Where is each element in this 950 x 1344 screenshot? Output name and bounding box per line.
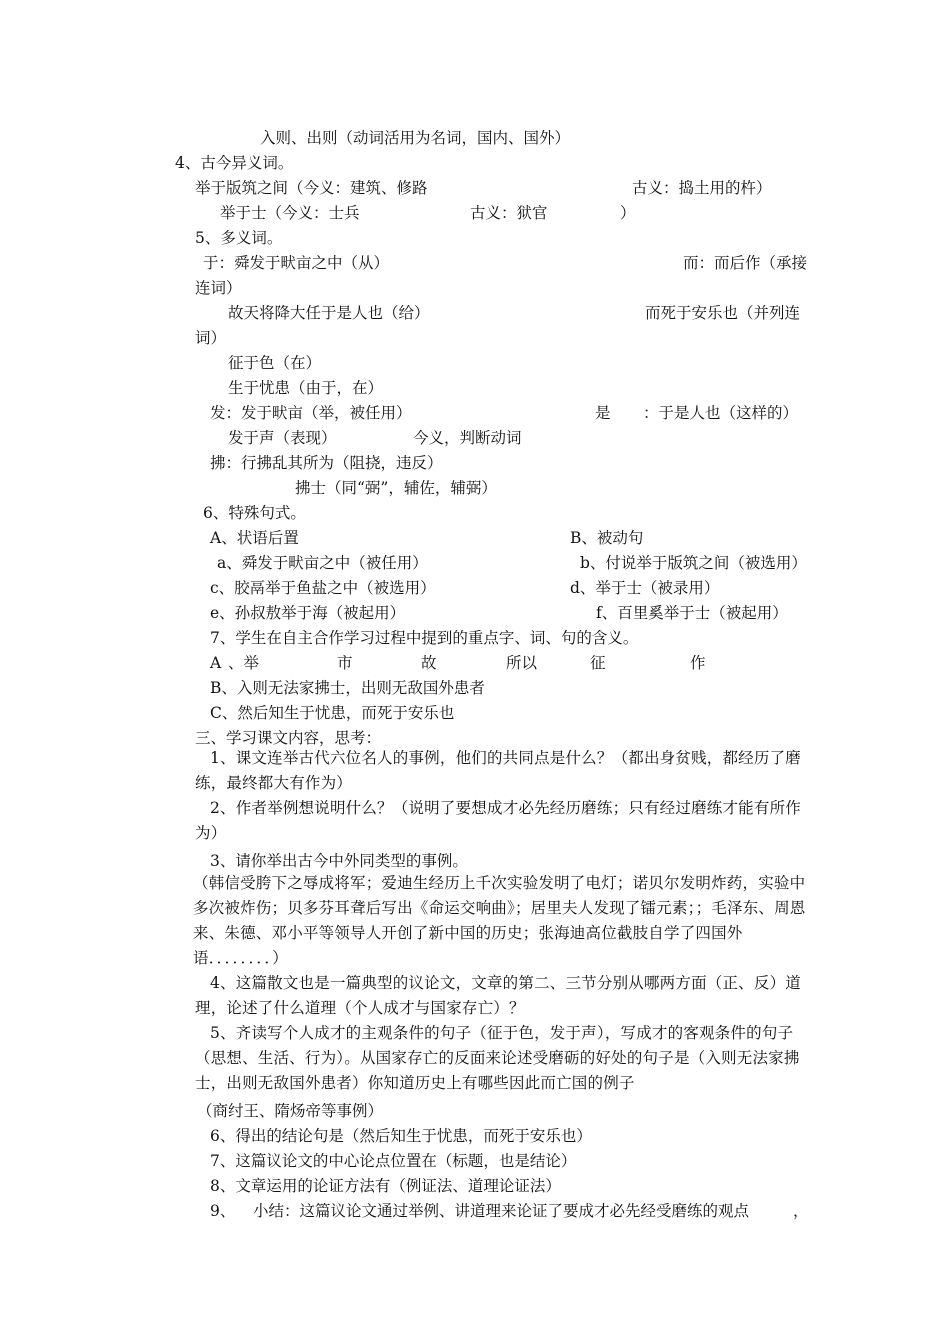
text-row: [0, 203, 950, 223]
text-segment: 举于版筑之间（今义：建筑、修路: [195, 179, 428, 197]
keyword: A: [210, 654, 222, 672]
text-segment: 古义：捣土用的杵）: [632, 179, 772, 197]
keyword: 作: [690, 654, 706, 672]
text-row: [0, 528, 950, 548]
text-segment: a、舜发于畎亩之中（被任用）: [217, 554, 428, 572]
text-segment: c、胶鬲举于鱼盐之中（被选用）: [210, 579, 436, 597]
text-segment: 发：发于畎亩（举，被任用）: [210, 404, 412, 422]
question-2: 2、作者举例想说明什么？（说明了要想成才必先经历磨练；只有经过磨练才能有所作为）: [195, 799, 801, 842]
text-line: 拂：行拂乱其所为（阻挠，违反）: [210, 454, 443, 472]
text-segment: 而死于安乐也（并列连: [645, 304, 801, 322]
text-line: 征于色（在）: [228, 354, 322, 372]
question-3-answer: （韩信受胯下之辱成将军；爱迪生经历上千次实验发明了电灯；诺贝尔发明炸药，实验中多次被炸伤；贝多芬耳聋后写出《命运交响曲》；居里夫人发现了镭元素；；毛泽东、周恩来、朱德、邓小平等领导人开创了新中国的历史；张海迪高位截肢自学了四国外语．．．．．．．．）: [193, 874, 806, 967]
text-segment: 小结：这篇议论文通过举例、讲道理来论证了要成才必先经受磨练的观点: [253, 1202, 750, 1220]
keyword-row: [0, 653, 950, 673]
text-line: C、然后知生于忧患，而死于安乐也: [210, 704, 455, 722]
text-row: [0, 403, 950, 423]
question-8: 8、文章运用的论证方法有（例证法、道理论证法）: [210, 1177, 561, 1195]
question-5-examples: （商纣王、隋炀帝等事例）: [197, 1102, 384, 1120]
keyword: 所以: [506, 654, 538, 672]
text-segment: 举于士（今义：士兵: [220, 204, 360, 222]
section-heading: 5、多义词。: [195, 229, 283, 247]
keyword: 、举: [228, 654, 260, 672]
section-heading: 4、古今异义词。: [175, 154, 294, 172]
text-segment: 今义，判断动词: [413, 429, 522, 447]
question-6: 6、得出的结论句是（然后知生于忧患，而死于安乐也）: [210, 1127, 592, 1145]
text-segment: ：于是人也（这样的）: [643, 404, 799, 422]
text-segment: 9、: [210, 1202, 236, 1220]
text-row: [0, 578, 950, 598]
text-segment: f、百里奚举于士（被起用）: [596, 604, 788, 622]
question-1: 1、课文连举古代六位名人的事例，他们的共同点是什么？（都出身贫贱，都经历了磨练，最终都大有作为）: [195, 749, 801, 792]
text-segment: d、举于士（被录用）: [570, 579, 720, 597]
text-line: 词）: [195, 329, 227, 347]
text-segment: ，: [793, 1202, 809, 1220]
question-4: 4、这篇散文也是一篇典型的议论文，文章的第二、三节分别从哪两方面（正、反）道理，论述了什么道理（个人成才与国家存亡）？: [195, 974, 801, 1017]
text-segment: 是: [595, 404, 611, 422]
question-5: 5、齐读写个人成才的主观条件的句子（征于色，发于声），写成才的客观条件的句子（思想、生活、行为）。从国家存亡的反面来论述受磨砺的好处的句子是（入则无法家拂士，出则无敌国外患者）你知道历史上有哪些因此而亡国的例子: [195, 1024, 800, 1092]
section-heading: 6、特殊句式。: [203, 504, 306, 522]
text-segment: b、付说举于版筑之间（被选用）: [580, 554, 807, 572]
keyword: 征: [590, 654, 606, 672]
section-heading: 三、学习课文内容，思考：: [195, 729, 382, 747]
text-segment: 故天将降大任于是人也（给）: [228, 304, 430, 322]
text-segment: 而：而后作（承接: [683, 254, 808, 272]
text-line: 生于忧患（由于，在）: [228, 379, 384, 397]
text-row: [0, 253, 950, 273]
question-9: [0, 1201, 950, 1221]
text-segment: 古义：狱官: [470, 204, 548, 222]
keyword: 故: [421, 654, 437, 672]
text-segment: 发于声（表现）: [228, 429, 337, 447]
text-segment: e、孙叔敖举于海（被起用）: [210, 604, 406, 622]
question-3: 3、请你举出古今中外同类型的事例。: [210, 852, 468, 870]
text-segment: B、被动句: [570, 529, 644, 547]
text-segment: A、状语后置: [210, 529, 299, 547]
text-line: 拂士（同“弼”，辅佐，辅弼）: [295, 479, 497, 497]
keyword: 市: [337, 654, 353, 672]
text-line: 入则、出则（动词活用为名词，国内、国外）: [260, 129, 571, 147]
text-line: 连词）: [195, 279, 242, 297]
text-segment: ）: [620, 204, 636, 222]
question-7: 7、这篇议论文的中心论点位置在（标题，也是结论）: [210, 1152, 577, 1170]
text-row: [0, 428, 950, 448]
text-row: [0, 303, 950, 323]
text-row: [0, 603, 950, 623]
text-line: 7、学生在自主合作学习过程中提到的重点字、词、句的含义。: [210, 629, 639, 647]
text-row: [0, 178, 950, 198]
text-segment: 于：舜发于畎亩之中（从）: [203, 254, 390, 272]
text-row: [0, 553, 950, 573]
text-line: B、入则无法家拂士，出则无敌国外患者: [210, 679, 485, 697]
